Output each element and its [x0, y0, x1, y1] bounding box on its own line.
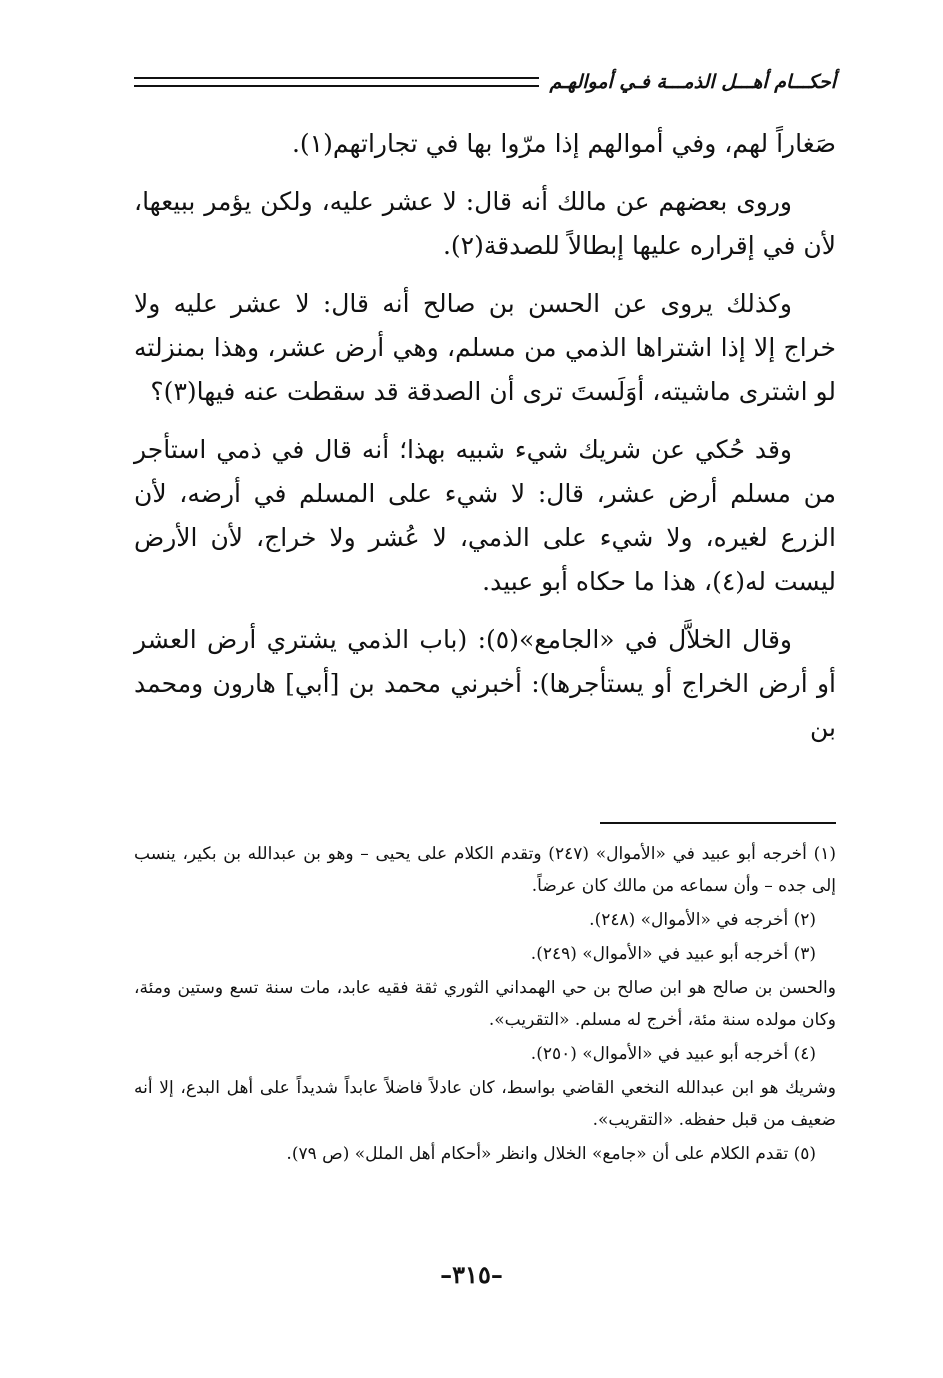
- paragraph-2: وروى بعضهم عن مالك أنه قال: لا عشر عليه، ولكن يؤمر ببيعها، لأن في إقراره عليها إبطالاً للصدقة(٢).: [134, 187, 836, 260]
- running-title: أحكـــام أهـــل الذمـــة فـي أموالهـم: [549, 71, 836, 93]
- main-text: [134, 122, 836, 764]
- header-double-rule: [134, 77, 539, 87]
- paragraph-4: وقد حُكي عن شريك شيء شبيه بهذا؛ أنه قال في ذمي استأجر من مسلم أرض عشر، قال: لا شيء على المسلم في أرضه، لأن الزرع لغيره، ولا شيء على الذمي، لا عُشر ولا خراج، لأن الأرض ليست له(٤)، هذا ما حكاه أبو عبيد.: [134, 435, 836, 596]
- page-number: –٣١٥–: [440, 1260, 503, 1289]
- paragraph-5: وقال الخلاَّل في «الجامع»(٥): (باب الذمي يشتري أرض العشر أو أرض الخراج أو يستأجرها): أخبرني محمد بن [أبي] هارون ومحمد بن: [134, 625, 836, 742]
- footnote-3-note: والحسن بن صالح هو ابن صالح بن حي الهمداني الثوري ثقة فقيه عابد، مات سنة تسع وستين ومئة، وكان مولده سنة مئة، أخرج له مسلم. «التقريب».: [134, 978, 836, 1030]
- paragraph-1: صَغاراً لهم، وفي أموالهم إذا مرّوا بها في تجاراتهم(١).: [291, 129, 836, 158]
- footnote-separator: [600, 822, 836, 824]
- footnote-4: (٤) أخرجه أبو عبيد في «الأموال» (٢٥٠).: [530, 1044, 816, 1064]
- footnote-3: (٣) أخرجه أبو عبيد في «الأموال» (٢٤٩).: [530, 944, 816, 964]
- paragraph-3: وكذلك يروى عن الحسن بن صالح أنه قال: لا عشر عليه ولا خراج إلا إذا اشتراها الذمي من مسلم، وهي أرض عشر، وهذا بمنزلته لو اشترى ماشيته، أوَلَستَ ترى أن الصدقة قد سقطت عنه فيها(٣)؟: [134, 289, 836, 406]
- running-header: [134, 62, 836, 102]
- footnote-1: (١) أخرجه أبو عبيد في «الأموال» (٢٤٧) وتقدم الكلام على يحيى – وهو بن عبدالله بن بكير، ينسب إلى جده – وأن سماعه من مالك كان عرضاً.: [134, 844, 836, 896]
- footnote-2: (٢) أخرجه في «الأموال» (٢٤٨).: [589, 910, 816, 930]
- footnote-4-note: وشريك هو ابن عبدالله النخعي القاضي بواسط، كان عادلاً فاضلاً عابداً شديداً على أهل البدع، إلا أنه ضعيف من قبل حفظه. «التقريب».: [134, 1078, 836, 1130]
- footnotes: [134, 838, 836, 1172]
- footnote-5: (٥) تقدم الكلام على أن «جامع» الخلال وانظر «أحكام أهل الملل» (ص ٧٩).: [286, 1144, 816, 1164]
